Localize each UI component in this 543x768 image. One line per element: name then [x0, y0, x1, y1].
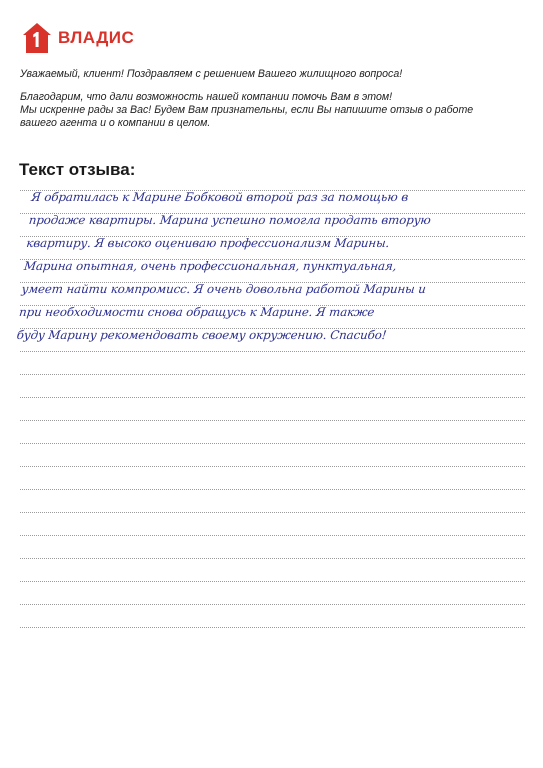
ruled-line	[20, 397, 525, 398]
review-line: буду Марину рекомендовать своему окружению. Спасибо!	[16, 328, 388, 342]
ruled-line	[20, 535, 525, 536]
review-line: при необходимости снова обращусь к Марине. Я также	[18, 305, 376, 319]
ruled-line	[20, 443, 525, 444]
brand-name: ВЛАДИС	[58, 28, 135, 47]
ruled-line	[20, 627, 525, 628]
review-line: квартиру. Я высоко оцениваю профессионализм Марины.	[25, 236, 391, 250]
handwritten-review	[12, 186, 534, 347]
ruled-lines	[20, 0, 525, 768]
ruled-line	[20, 604, 525, 605]
ruled-line	[20, 466, 525, 467]
ruled-line	[20, 558, 525, 559]
ruled-line	[20, 420, 525, 421]
ruled-line	[20, 351, 525, 352]
ruled-line	[20, 581, 525, 582]
ruled-line	[20, 374, 525, 375]
review-line: Марина опытная, очень профессиональная, пунктуальная,	[23, 259, 398, 273]
review-line: умеет найти компромисс. Я очень довольна работой Марины и	[20, 282, 427, 296]
thanks-text-line-3: вашего агента и о компании в целом.	[20, 117, 211, 129]
review-line: продаже квартиры. Марина успешно помогла продать вторую	[28, 213, 432, 227]
greeting-text: Уважаемый, клиент! Поздравляем с решением Вашего жилищного вопроса!	[20, 68, 403, 80]
thanks-text-line-1: Благодарим, что дали возможность нашей компании помочь Вам в этом!	[20, 91, 393, 103]
thanks-text-line-2: Мы искренне рады за Вас! Будем Вам признательны, если Вы напишите отзыв о работе	[20, 104, 474, 116]
review-heading: Текст отзыва:	[19, 160, 136, 179]
review-line: Я обратилась к Марине Бобковой второй раз за помощью в	[30, 190, 409, 204]
ruled-line	[20, 489, 525, 490]
ruled-line	[20, 512, 525, 513]
